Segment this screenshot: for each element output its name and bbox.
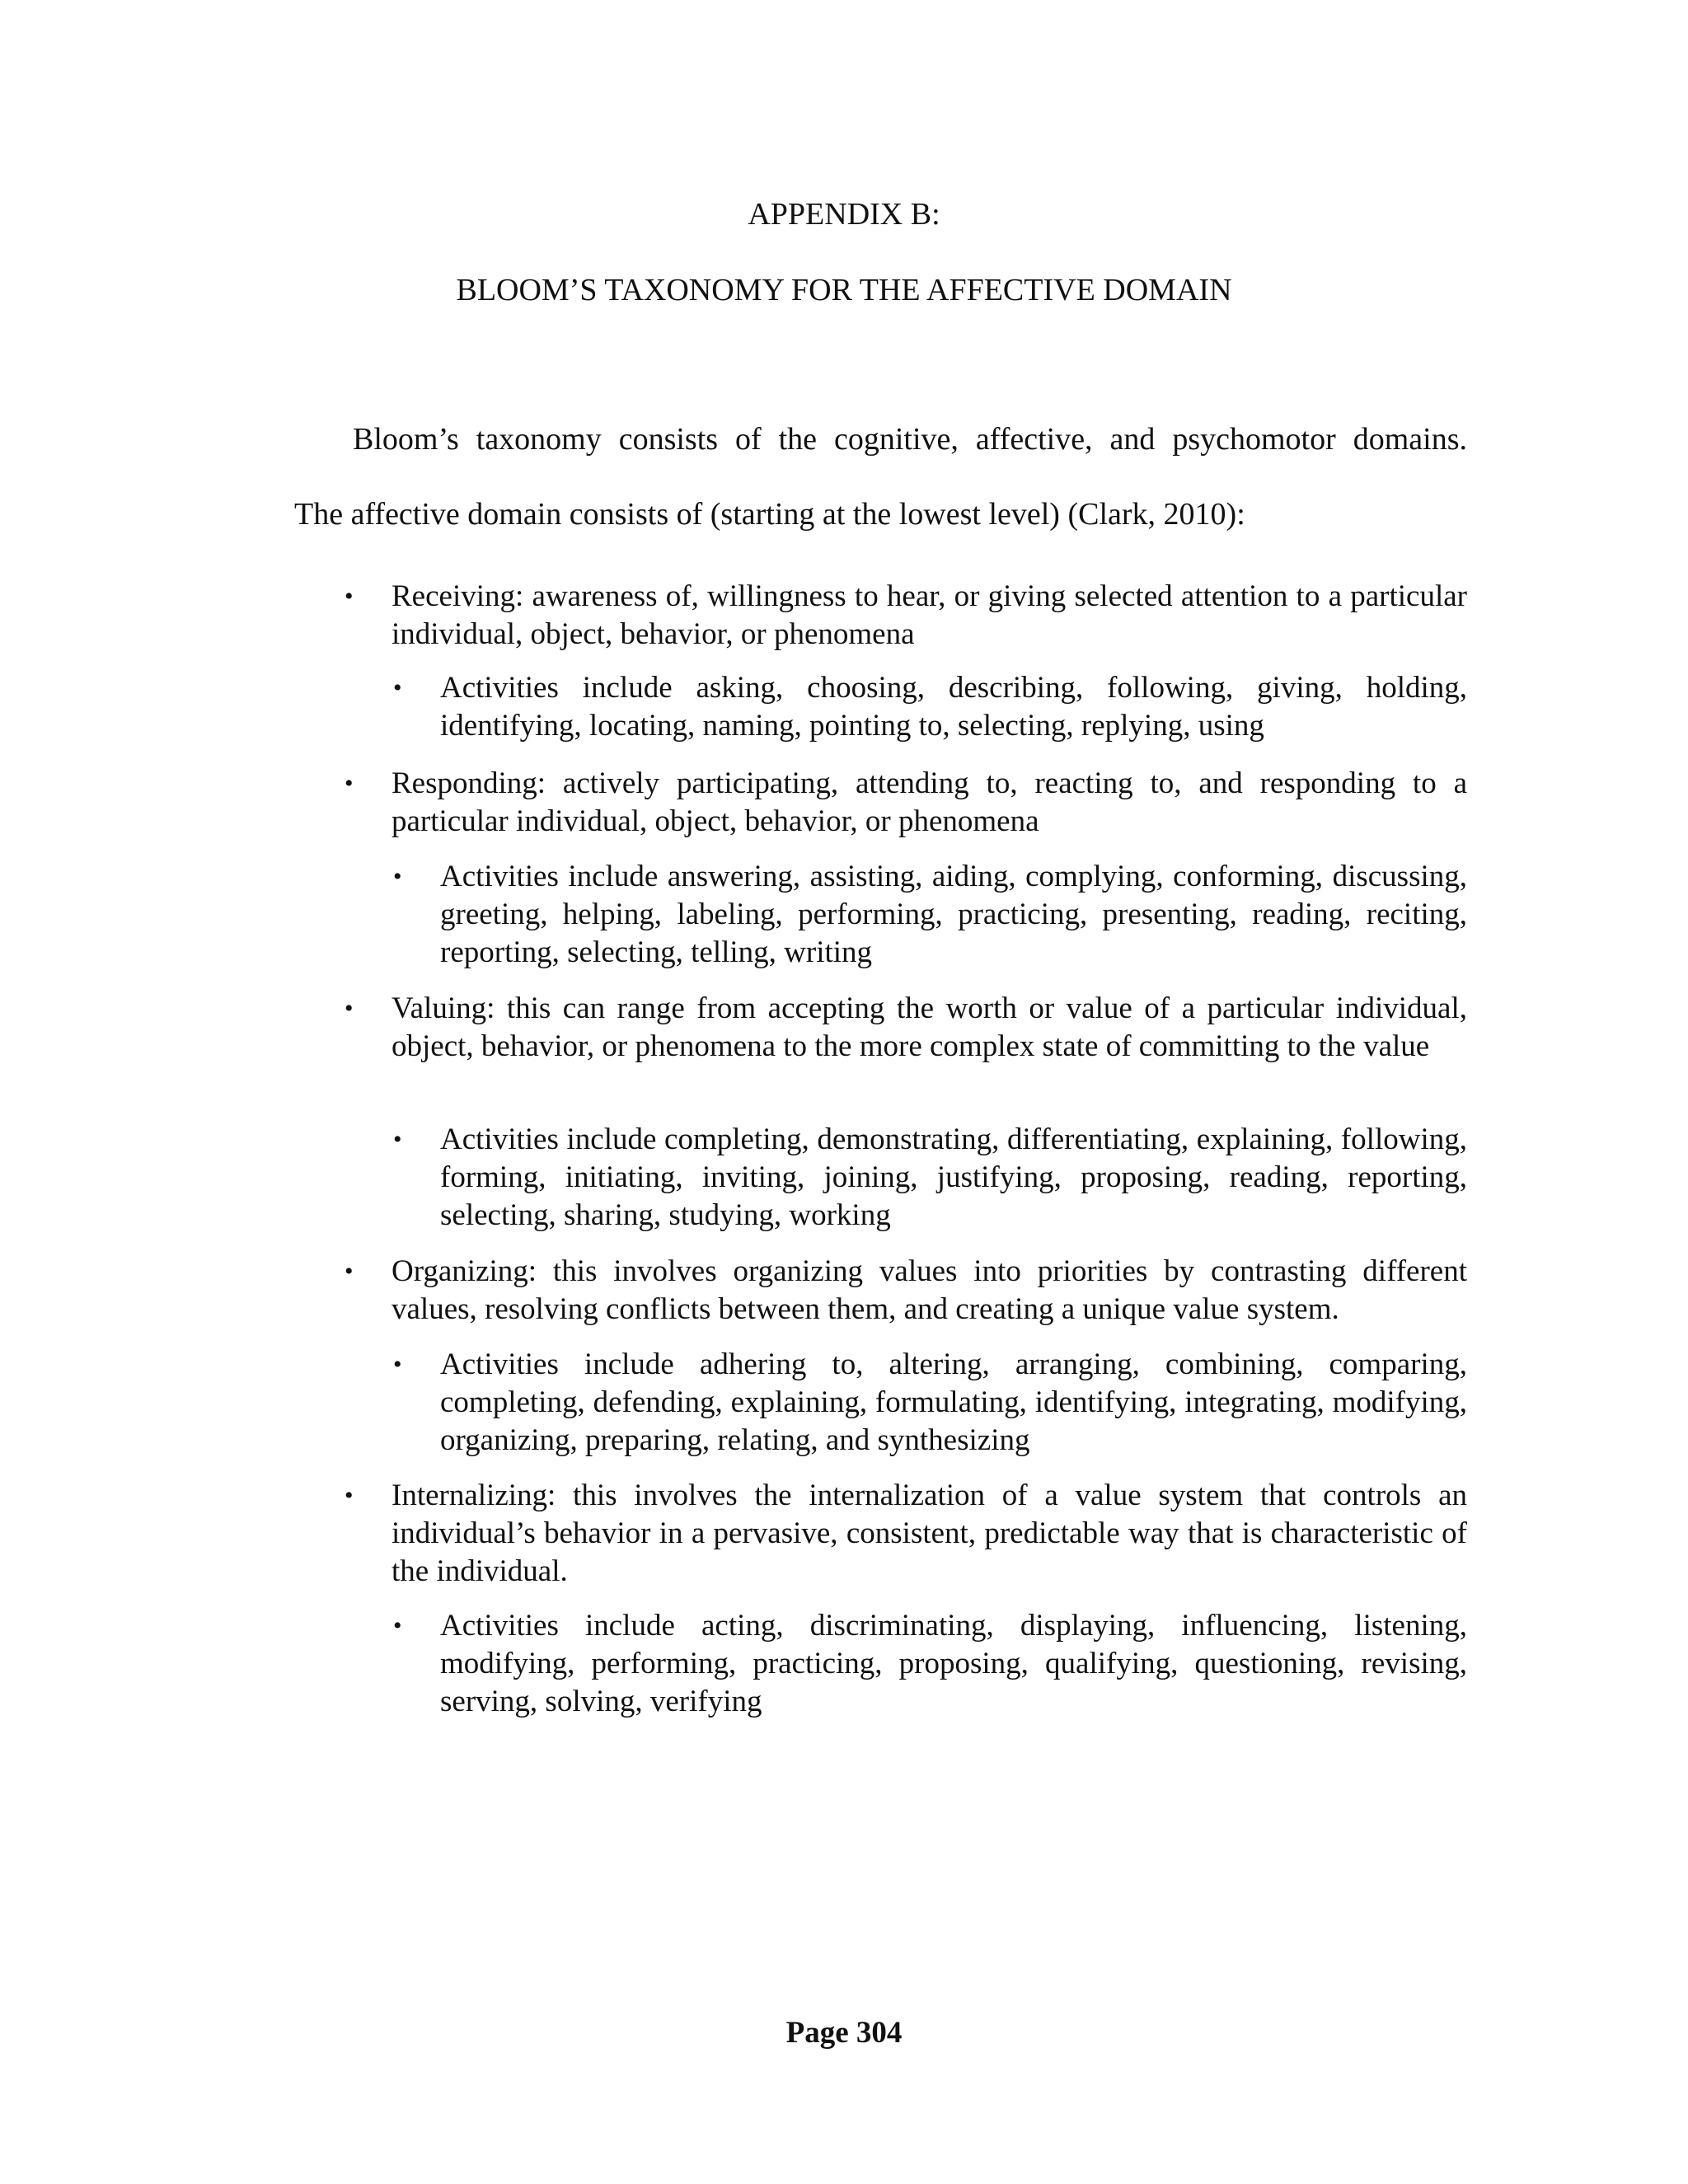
list-item-responding	[345, 765, 1467, 841]
bullet-icon: •	[345, 583, 354, 610]
bullet-icon: •	[345, 1482, 354, 1509]
list-item-valuing	[345, 990, 1467, 1066]
appendix-title: BLOOM’S TAXONOMY FOR THE AFFECTIVE DOMAIN	[456, 273, 1232, 307]
list-item-internalizing	[345, 1477, 1467, 1591]
list-subitem-organizing-activities	[393, 1346, 1467, 1460]
intro-paragraph-line-1: Bloom’s taxonomy consists of the cognitive, affective, and psychomotor domains.	[353, 422, 1467, 457]
bullet-icon: •	[393, 1351, 402, 1378]
appendix-label: APPENDIX B:	[748, 197, 940, 232]
list-item-text: Activities include asking, choosing, describing, following, giving, holding, identifying, locating, naming, pointing to, selecting, replying, using	[440, 671, 1467, 743]
bullet-icon: •	[393, 674, 402, 701]
list-subitem-receiving-activities	[393, 669, 1467, 745]
bullet-icon: •	[393, 1126, 402, 1153]
list-item-text: Activities include answering, assisting, aiding, complying, conforming, discussing, greeting, helping, labeling, performing, practicing, presenting, reading, reciting, reporting, selecting, telling, writing	[440, 860, 1467, 969]
list-item-text: Valuing: this can range from accepting the worth or value of a particular individual, object, behavior, or phenomena to the more complex state of committing to the value	[392, 991, 1467, 1063]
bullet-icon: •	[393, 863, 402, 890]
list-item-text: Responding: actively participating, attending to, reacting to, and responding to a particular individual, object, behavior, or phenomena	[392, 766, 1467, 838]
intro-paragraph-line-2: The affective domain consists of (starting at the lowest level) (Clark, 2010):	[294, 497, 1245, 532]
list-item-organizing	[345, 1253, 1467, 1329]
list-item-text: Organizing: this involves organizing values into priorities by contrasting different values, resolving conflicts between them, and creating a unique value system.	[392, 1254, 1467, 1326]
list-subitem-valuing-activities	[393, 1121, 1467, 1235]
list-subitem-internalizing-activities	[393, 1607, 1467, 1721]
bullet-icon: •	[345, 770, 354, 797]
list-subitem-responding-activities	[393, 858, 1467, 972]
list-item-receiving	[345, 578, 1467, 654]
list-item-text: Activities include completing, demonstrating, differentiating, explaining, following, forming, initiating, inviting, joining, justifying, proposing, reading, reporting, selecting, sharing, studying, working	[440, 1122, 1467, 1232]
list-item-text: Internalizing: this involves the internalization of a value system that controls an individual’s behavior in a pervasive, consistent, predictable way that is characteristic of the individual.	[392, 1479, 1467, 1588]
list-item-text: Activities include adhering to, altering, arranging, combining, comparing, completing, defending, explaining, formulating, identifying, integrating, modifying, organizing, preparing, relating, and synthesizing	[440, 1347, 1467, 1457]
list-item-text: Receiving: awareness of, willingness to hear, or giving selected attention to a particular individual, object, behavior, or phenomena	[392, 579, 1467, 651]
bullet-icon: •	[345, 995, 354, 1022]
bullet-icon: •	[345, 1258, 354, 1285]
bullet-icon: •	[393, 1612, 402, 1639]
list-item-text: Activities include acting, discriminating, displaying, influencing, listening, modifying, performing, practicing, proposing, qualifying, questioning, revising, serving, solving, verifying	[440, 1609, 1467, 1718]
page-number: Page 304	[785, 2016, 903, 2050]
